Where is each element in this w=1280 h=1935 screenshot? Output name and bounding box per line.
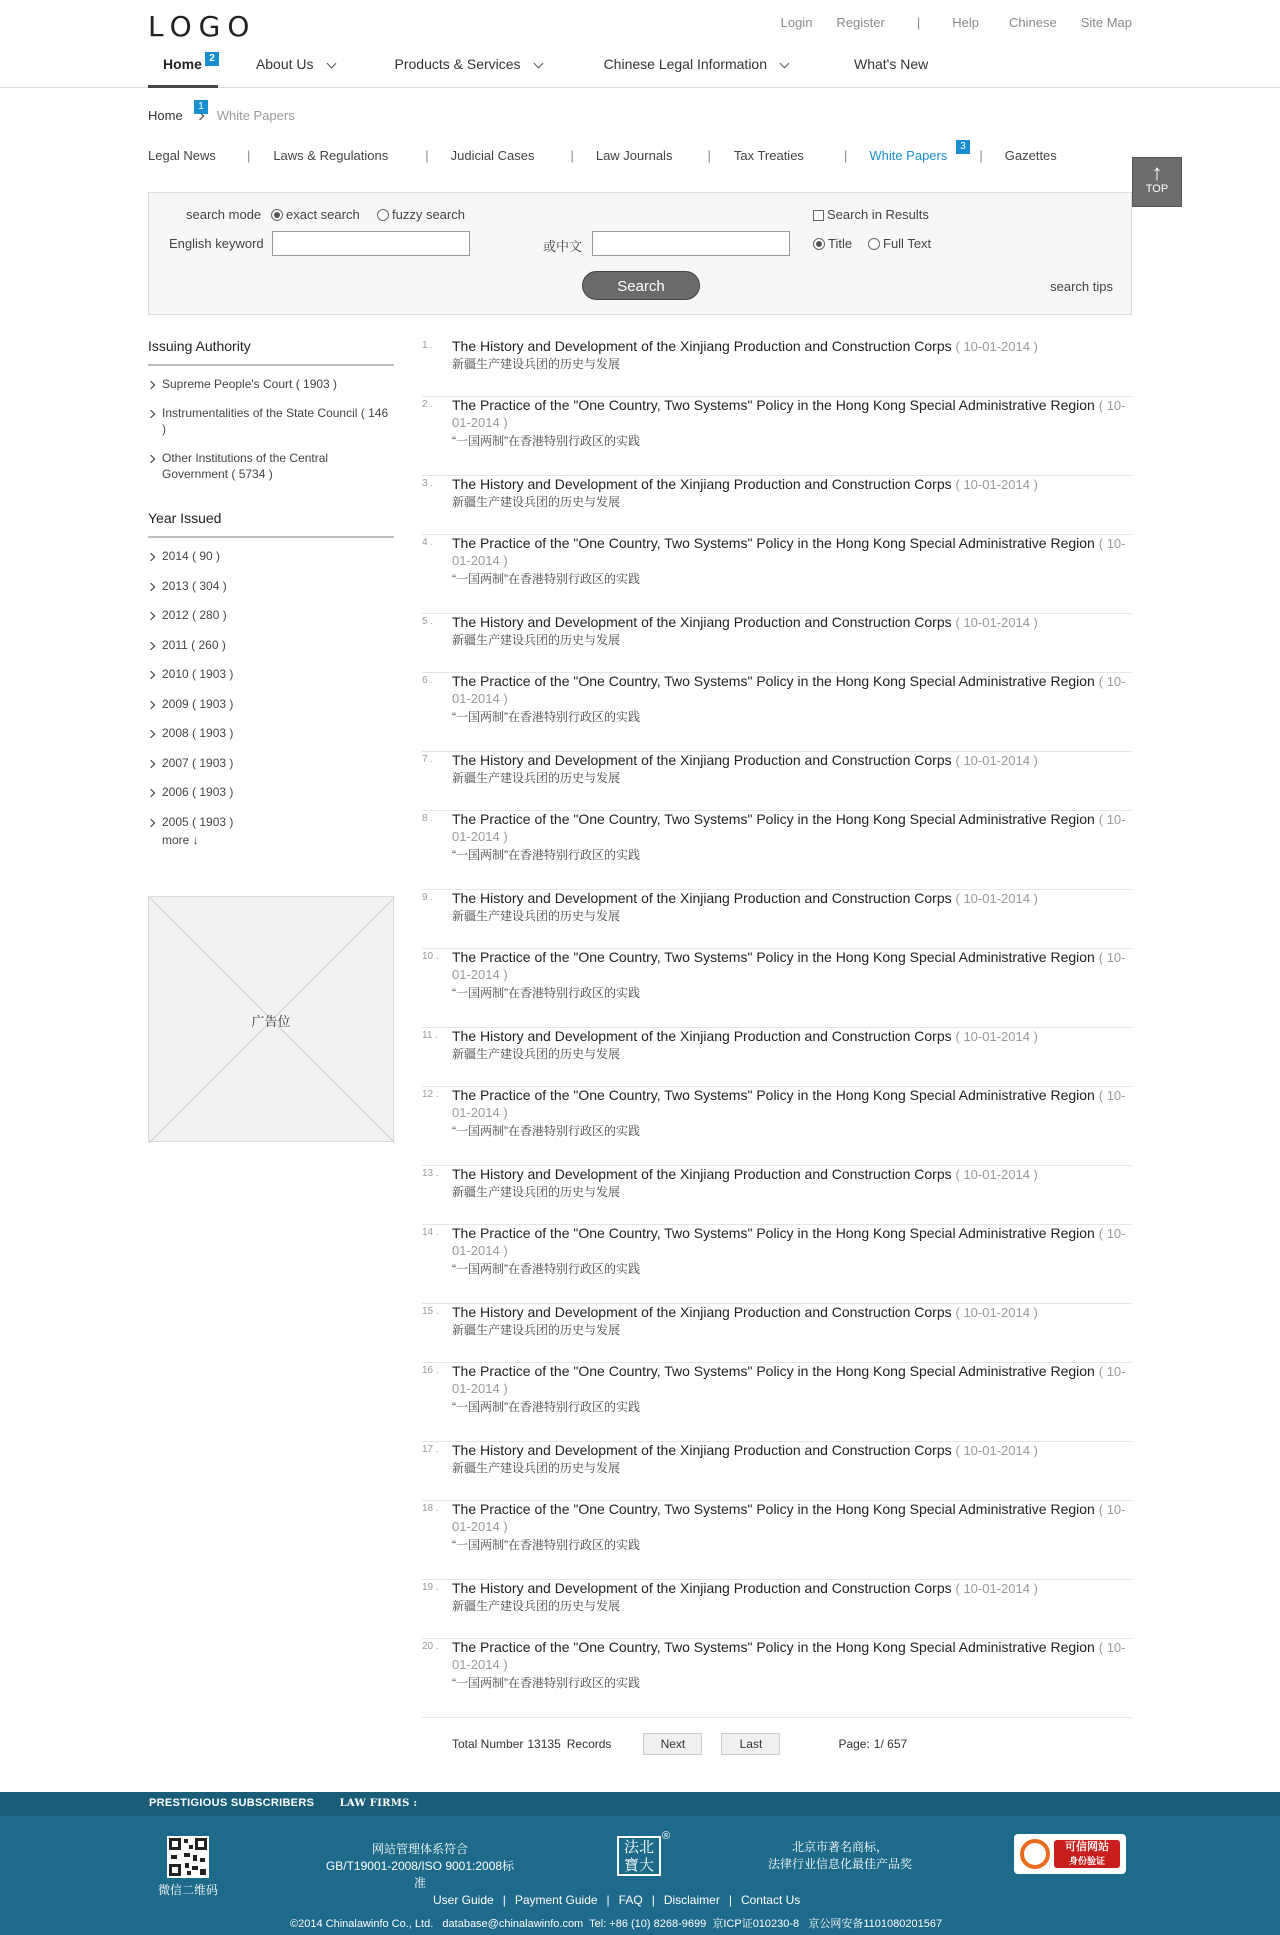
result-title: The History and Development of the Xinjiang Production and Construction Corps <box>452 1580 952 1596</box>
result-date: ( 10-01-2014 ) <box>452 1640 1126 1672</box>
issuing-authority-list <box>148 376 394 482</box>
trademark-line-2: 法律行业信息化最佳产品奖 <box>767 1857 912 1871</box>
trusted-site-badge[interactable] <box>1014 1834 1126 1874</box>
site-logo[interactable]: LOGO <box>148 10 257 43</box>
result-number: 17 . <box>422 1444 439 1455</box>
result-date: ( 10-01-2014 ) <box>452 1364 1126 1396</box>
result-number: 11 . <box>422 1030 438 1041</box>
subnav-separator: | <box>843 148 848 163</box>
result-title-link[interactable] <box>452 476 1132 493</box>
result-chinese-title[interactable]: “一国两制”在香港特别行政区的实践 <box>452 1124 640 1138</box>
result-title-link[interactable] <box>452 1363 1132 1397</box>
disclaimer-link[interactable]: Disclaimer <box>663 1893 720 1907</box>
result-number: 12 . <box>422 1089 439 1100</box>
more-years-link[interactable]: more ↓ <box>162 833 199 847</box>
result-number: 10 . <box>422 951 439 962</box>
checkbox-icon <box>813 210 824 221</box>
nav-chinese-legal-information-label: Chinese Legal Information <box>603 56 767 72</box>
result-chinese-title[interactable]: 新疆生产建设兵团的历史与发展 <box>452 1323 621 1337</box>
result-date: ( 10-01-2014 ) <box>955 891 1038 906</box>
fuzzy-search-label: fuzzy search <box>392 207 465 222</box>
result-number: 16 . <box>422 1365 439 1376</box>
result-date: ( 10-01-2014 ) <box>955 1443 1038 1458</box>
result-title-link[interactable] <box>452 1501 1132 1535</box>
subnav-separator: | <box>707 148 711 163</box>
result-row <box>422 535 1132 614</box>
year-item[interactable]: 2012 ( 280 ) <box>148 607 394 623</box>
year-item[interactable]: 2009 ( 1903 ) <box>148 696 394 712</box>
search-panel <box>148 192 1132 315</box>
search-in-results-label: Search in Results <box>827 207 929 222</box>
result-number: 7 . <box>422 754 434 765</box>
authority-item[interactable]: Other Institutions of the Central Government ( 5734 ) <box>148 450 394 482</box>
footer-link-separator: | <box>651 1893 655 1907</box>
search-in-results-checkbox[interactable] <box>813 207 929 222</box>
sub-nav <box>148 141 1057 163</box>
result-chinese-title[interactable]: 新疆生产建设兵团的历史与发展 <box>452 495 621 509</box>
exact-search-label: exact search <box>286 207 360 222</box>
result-title: The History and Development of the Xinjiang Production and Construction Corps <box>452 1442 952 1458</box>
result-title: The History and Development of the Xinjiang Production and Construction Corps <box>452 1166 952 1182</box>
result-row <box>422 673 1132 752</box>
result-row <box>422 1028 1132 1087</box>
ad-label: 广告位 <box>251 1014 291 1029</box>
result-title: The History and Development of the Xinjiang Production and Construction Corps <box>452 1028 952 1044</box>
login-link[interactable]: Login <box>780 15 813 30</box>
faq-link[interactable]: FAQ <box>618 1893 643 1907</box>
subnav-laws-regulations[interactable]: Laws & Regulations <box>273 148 389 163</box>
subnav-judicial-cases[interactable]: Judicial Cases <box>450 148 535 163</box>
back-to-top-label: TOP <box>1145 183 1169 195</box>
result-title-link[interactable] <box>452 752 1132 769</box>
iso-line-1: 网站管理体系符合 <box>371 1842 468 1856</box>
result-title-link[interactable] <box>452 535 1132 569</box>
footer-link-separator: | <box>606 1893 610 1907</box>
search-button[interactable]: Search <box>582 271 700 300</box>
year-item[interactable]: 2010 ( 1903 ) <box>148 666 394 682</box>
year-item[interactable]: 2008 ( 1903 ) <box>148 725 394 741</box>
copyright-text: ©2014 Chinalawinfo Co., Ltd. database@chinalawinfo.com Tel: +86 (10) 8268-9699 京ICP证010230-8 京公网安备1101080201567 <box>290 1918 943 1930</box>
year-item[interactable]: 2013 ( 304 ) <box>148 578 394 594</box>
nav-products-services-label: Products & Services <box>394 56 521 72</box>
qr-code-label: 微信二维码 <box>157 1883 218 1897</box>
result-row <box>422 338 1132 397</box>
year-issued-list <box>148 548 394 830</box>
contact-us-link[interactable]: Contact Us <box>740 1893 801 1907</box>
result-date: ( 10-01-2014 ) <box>955 753 1038 768</box>
total-number-label: Total Number <box>452 1737 524 1751</box>
result-number: 15 . <box>422 1306 439 1317</box>
subscribers-band <box>0 1792 1280 1816</box>
seal-logo <box>617 1836 661 1876</box>
main-nav <box>148 53 929 88</box>
result-date: ( 10-01-2014 ) <box>955 1305 1038 1320</box>
result-row <box>422 949 1132 1028</box>
payment-guide-link[interactable]: Payment Guide <box>514 1893 598 1907</box>
result-title-link[interactable] <box>452 1580 1132 1597</box>
result-number: 20 . <box>422 1641 439 1652</box>
result-number: 6 . <box>422 675 434 686</box>
result-row <box>422 1304 1132 1363</box>
result-number: 3 . <box>422 478 434 489</box>
page-label: Page: <box>838 1737 870 1751</box>
law-firms-label[interactable]: LAW FIRMS : <box>339 1798 418 1809</box>
result-title: The History and Development of the Xinjiang Production and Construction Corps <box>452 1304 952 1320</box>
result-chinese-title[interactable]: 新疆生产建设兵团的历史与发展 <box>452 1461 621 1475</box>
result-chinese-title[interactable]: “一国两制”在香港特别行政区的实践 <box>452 572 640 586</box>
result-date: ( 10-01-2014 ) <box>955 1581 1038 1596</box>
trust-badge-text <box>1054 1840 1120 1868</box>
next-page-button[interactable]: Next <box>643 1733 702 1755</box>
result-chinese-title[interactable]: 新疆生产建设兵团的历史与发展 <box>452 771 621 785</box>
result-chinese-title[interactable]: 新疆生产建设兵团的历史与发展 <box>452 909 621 923</box>
result-row <box>422 397 1132 476</box>
breadcrumb-badge: 1 <box>194 100 208 114</box>
back-to-top-button[interactable] <box>1132 157 1182 207</box>
authority-item[interactable]: Instrumentalities of the State Council ( 146 ) <box>148 405 394 437</box>
trademark-award <box>760 1839 920 1873</box>
trust-line-1: 可信网站 <box>1065 1841 1109 1853</box>
nav-products-services[interactable] <box>395 56 542 88</box>
result-title: The History and Development of the Xinjiang Production and Construction Corps <box>452 614 952 630</box>
result-number: 13 . <box>422 1168 439 1179</box>
result-chinese-title[interactable]: “一国两制”在香港特别行政区的实践 <box>452 710 640 724</box>
result-title: The Practice of the "One Country, Two Systems" Policy in the Hong Kong Special Administrative Region <box>452 1639 1095 1655</box>
site-header <box>0 0 1280 88</box>
ad-placeholder <box>148 896 394 1142</box>
exact-search-option[interactable] <box>271 207 360 222</box>
breadcrumb-home[interactable]: Home <box>148 108 183 123</box>
nav-home-label: Home <box>163 56 202 72</box>
result-number: 2 . <box>422 399 434 410</box>
radio-unchecked-icon <box>377 209 389 221</box>
full-text-option-label: Full Text <box>883 236 932 251</box>
trademark-line-1: 北京市著名商标， <box>791 1840 888 1854</box>
result-number: 14 . <box>422 1227 439 1238</box>
nav-about-us-label: About Us <box>255 56 314 72</box>
year-item[interactable]: 2007 ( 1903 ) <box>148 755 394 771</box>
subnav-separator: | <box>425 148 429 163</box>
result-title-link[interactable] <box>452 673 1132 707</box>
site-footer <box>0 1792 1280 1935</box>
radio-unchecked-icon <box>868 238 880 250</box>
result-row <box>422 1087 1132 1166</box>
result-row <box>422 1639 1132 1718</box>
full-text-option[interactable] <box>868 236 931 251</box>
chinese-keyword-label: 或中文 <box>543 239 583 254</box>
search-mode-label: search mode <box>186 207 262 222</box>
result-date: ( 10-01-2014 ) <box>955 339 1038 354</box>
result-number: 4 . <box>422 537 434 548</box>
title-option[interactable] <box>813 236 852 251</box>
nav-whats-new[interactable] <box>854 56 928 88</box>
result-title: The Practice of the "One Country, Two Systems" Policy in the Hong Kong Special Administrative Region <box>452 1363 1095 1379</box>
subnav-separator: | <box>979 148 983 163</box>
nav-chinese-legal-information[interactable] <box>604 56 788 88</box>
result-date: ( 10-01-2014 ) <box>452 674 1126 706</box>
records-label: Records <box>566 1737 612 1751</box>
footer-links <box>433 1893 800 1907</box>
subnav-legal-news[interactable]: Legal News <box>148 148 216 163</box>
subnav-separator: | <box>570 148 574 163</box>
result-title: The History and Development of the Xinjiang Production and Construction Corps <box>452 338 952 354</box>
result-title: The History and Development of the Xinjiang Production and Construction Corps <box>452 752 952 768</box>
result-date: ( 10-01-2014 ) <box>955 1029 1038 1044</box>
result-title-link[interactable] <box>452 1304 1132 1321</box>
result-row <box>422 476 1132 535</box>
result-date: ( 10-01-2014 ) <box>452 1226 1126 1258</box>
subnav-law-journals[interactable]: Law Journals <box>595 148 673 163</box>
result-number: 8 . <box>422 813 434 824</box>
chevron-down-icon <box>533 59 543 69</box>
result-date: ( 10-01-2014 ) <box>452 950 1126 982</box>
result-date: ( 10-01-2014 ) <box>452 398 1126 430</box>
result-number: 9 . <box>422 892 434 903</box>
top-links <box>757 15 1132 30</box>
filter-sidebar <box>148 338 394 847</box>
top-links-separator: | <box>916 15 921 30</box>
help-link[interactable]: Help <box>952 15 979 30</box>
result-title-link[interactable] <box>452 1639 1132 1673</box>
result-row <box>422 1363 1132 1442</box>
result-row <box>422 1225 1132 1304</box>
subnav-gazettes[interactable]: Gazettes <box>1004 148 1057 163</box>
iso-line-2: GB/T19001-2008/ISO 9001:2008标准 <box>325 1859 515 1890</box>
prestigious-subscribers-label: PRESTIGIOUS SUBSCRIBERS <box>149 1797 315 1809</box>
english-keyword-label: English keyword <box>169 236 264 251</box>
result-chinese-title[interactable]: 新疆生产建设兵团的历史与发展 <box>452 1599 621 1613</box>
arrow-up-icon: ↑ <box>1151 160 1163 185</box>
result-title-link[interactable] <box>452 1166 1132 1183</box>
trust-line-2: 身份验证 <box>1068 1856 1105 1866</box>
chevron-down-icon <box>326 59 336 69</box>
nav-about-us[interactable] <box>256 56 335 88</box>
result-title: The Practice of the "One Country, Two Systems" Policy in the Hong Kong Special Administrative Region <box>452 811 1095 827</box>
results-list <box>422 338 1132 1718</box>
authority-item[interactable]: Supreme People's Court ( 1903 ) <box>148 376 394 392</box>
result-title-link[interactable] <box>452 614 1132 631</box>
total-number-value: 13135 <box>527 1737 561 1751</box>
breadcrumb-current: White Papers <box>216 108 295 123</box>
result-chinese-title[interactable]: 新疆生产建设兵团的历史与发展 <box>452 357 621 371</box>
result-title: The Practice of the "One Country, Two Systems" Policy in the Hong Kong Special Administrative Region <box>452 397 1095 413</box>
result-row <box>422 614 1132 673</box>
result-chinese-title[interactable]: “一国两制”在香港特别行政区的实践 <box>452 1538 640 1552</box>
page-indicator: 1/ 657 <box>873 1737 908 1751</box>
title-option-label: Title <box>828 236 853 251</box>
result-chinese-title[interactable]: “一国两制”在香港特别行政区的实践 <box>452 986 640 1000</box>
issuing-authority-title: Issuing Authority <box>148 338 394 366</box>
result-row <box>422 811 1132 890</box>
result-number: 18 . <box>422 1503 439 1514</box>
result-title-link[interactable] <box>452 1442 1132 1459</box>
chinese-keyword-input[interactable] <box>592 231 790 256</box>
result-title-link[interactable] <box>452 1028 1132 1045</box>
iso-certification <box>320 1841 520 1892</box>
last-page-button[interactable]: Last <box>721 1733 780 1755</box>
result-title-link[interactable] <box>452 811 1132 845</box>
result-date: ( 10-01-2014 ) <box>955 615 1038 630</box>
result-title: The History and Development of the Xinjiang Production and Construction Corps <box>452 476 952 492</box>
result-title: The Practice of the "One Country, Two Systems" Policy in the Hong Kong Special Administrative Region <box>452 673 1095 689</box>
year-issued-title: Year Issued <box>148 510 394 538</box>
subnav-active-badge: 3 <box>956 140 970 154</box>
breadcrumb <box>148 101 295 123</box>
result-title: The Practice of the "One Country, Two Systems" Policy in the Hong Kong Special Administrative Region <box>452 1501 1095 1517</box>
result-title: The Practice of the "One Country, Two Systems" Policy in the Hong Kong Special Administrative Region <box>452 1225 1095 1241</box>
result-row <box>422 1442 1132 1501</box>
result-number: 1 . <box>422 340 434 351</box>
footer-link-separator: | <box>728 1893 732 1907</box>
result-title: The Practice of the "One Country, Two Systems" Policy in the Hong Kong Special Administrative Region <box>452 949 1095 965</box>
search-tips-link[interactable]: search tips <box>1050 279 1113 294</box>
result-date: ( 10-01-2014 ) <box>955 477 1038 492</box>
result-row <box>422 752 1132 811</box>
result-title-link[interactable] <box>452 1087 1132 1121</box>
result-chinese-title[interactable]: “一国两制”在香港特别行政区的实践 <box>452 1262 640 1276</box>
result-number: 19 . <box>422 1582 439 1593</box>
result-date: ( 10-01-2014 ) <box>955 1167 1038 1182</box>
radio-checked-icon <box>271 209 283 221</box>
result-title-link[interactable] <box>452 397 1132 431</box>
trust-seal-icon <box>1020 1839 1050 1869</box>
nav-home-badge: 2 <box>205 52 219 66</box>
year-item[interactable]: 2011 ( 260 ) <box>148 637 394 653</box>
result-title: The Practice of the "One Country, Two Systems" Policy in the Hong Kong Special Administrative Region <box>452 1087 1095 1103</box>
result-chinese-title[interactable]: “一国两制”在香港特别行政区的实践 <box>452 1676 640 1690</box>
result-date: ( 10-01-2014 ) <box>452 1502 1126 1534</box>
year-item[interactable]: 2005 ( 1903 ) <box>148 814 394 830</box>
result-title-link[interactable] <box>452 1225 1132 1259</box>
result-title-link[interactable] <box>452 338 1132 355</box>
pagination <box>452 1733 907 1755</box>
result-chinese-title[interactable]: “一国两制”在香港特别行政区的实践 <box>452 848 640 862</box>
nav-home[interactable] <box>148 53 218 88</box>
subnav-white-papers[interactable]: White Papers <box>869 148 948 163</box>
nav-whats-new-label: What's New <box>854 56 929 72</box>
subnav-separator: | <box>246 148 251 163</box>
result-chinese-title[interactable]: “一国两制”在香港特别行政区的实践 <box>452 434 640 448</box>
site-map-link[interactable]: Site Map <box>1080 15 1132 30</box>
chinese-link[interactable]: Chinese <box>1008 15 1057 30</box>
result-date: ( 10-01-2014 ) <box>452 536 1126 568</box>
result-chinese-title[interactable]: 新疆生产建设兵团的历史与发展 <box>452 1047 621 1061</box>
result-title-link[interactable] <box>452 890 1132 907</box>
result-chinese-title[interactable]: 新疆生产建设兵团的历史与发展 <box>452 1185 621 1199</box>
registered-mark: ® <box>662 1830 671 1842</box>
result-chinese-title[interactable]: “一国两制”在香港特别行政区的实践 <box>452 1400 640 1414</box>
year-item[interactable]: 2014 ( 90 ) <box>148 548 394 564</box>
result-row <box>422 1166 1132 1225</box>
result-chinese-title[interactable]: 新疆生产建设兵团的历史与发展 <box>452 633 621 647</box>
result-number: 5 . <box>422 616 434 627</box>
english-keyword-input[interactable] <box>272 231 470 256</box>
fuzzy-search-option[interactable] <box>377 207 465 222</box>
result-date: ( 10-01-2014 ) <box>452 812 1126 844</box>
register-link[interactable]: Register <box>836 15 885 30</box>
year-item[interactable]: 2006 ( 1903 ) <box>148 784 394 800</box>
footer-link-separator: | <box>502 1893 506 1907</box>
result-title: The Practice of the "One Country, Two Systems" Policy in the Hong Kong Special Administrative Region <box>452 535 1095 551</box>
seal-text: 法北 寶大 <box>623 1838 654 1874</box>
result-row <box>422 1580 1132 1639</box>
result-row <box>422 1501 1132 1580</box>
qr-code-icon <box>167 1836 209 1878</box>
chevron-down-icon <box>780 59 790 69</box>
subnav-tax-treaties[interactable]: Tax Treaties <box>733 148 804 163</box>
user-guide-link[interactable]: User Guide <box>433 1893 494 1907</box>
result-title: The History and Development of the Xinjiang Production and Construction Corps <box>452 890 952 906</box>
result-title-link[interactable] <box>452 949 1132 983</box>
result-date: ( 10-01-2014 ) <box>452 1088 1126 1120</box>
result-row <box>422 890 1132 949</box>
wechat-qr-code <box>167 1836 209 1878</box>
radio-checked-icon <box>813 238 825 250</box>
